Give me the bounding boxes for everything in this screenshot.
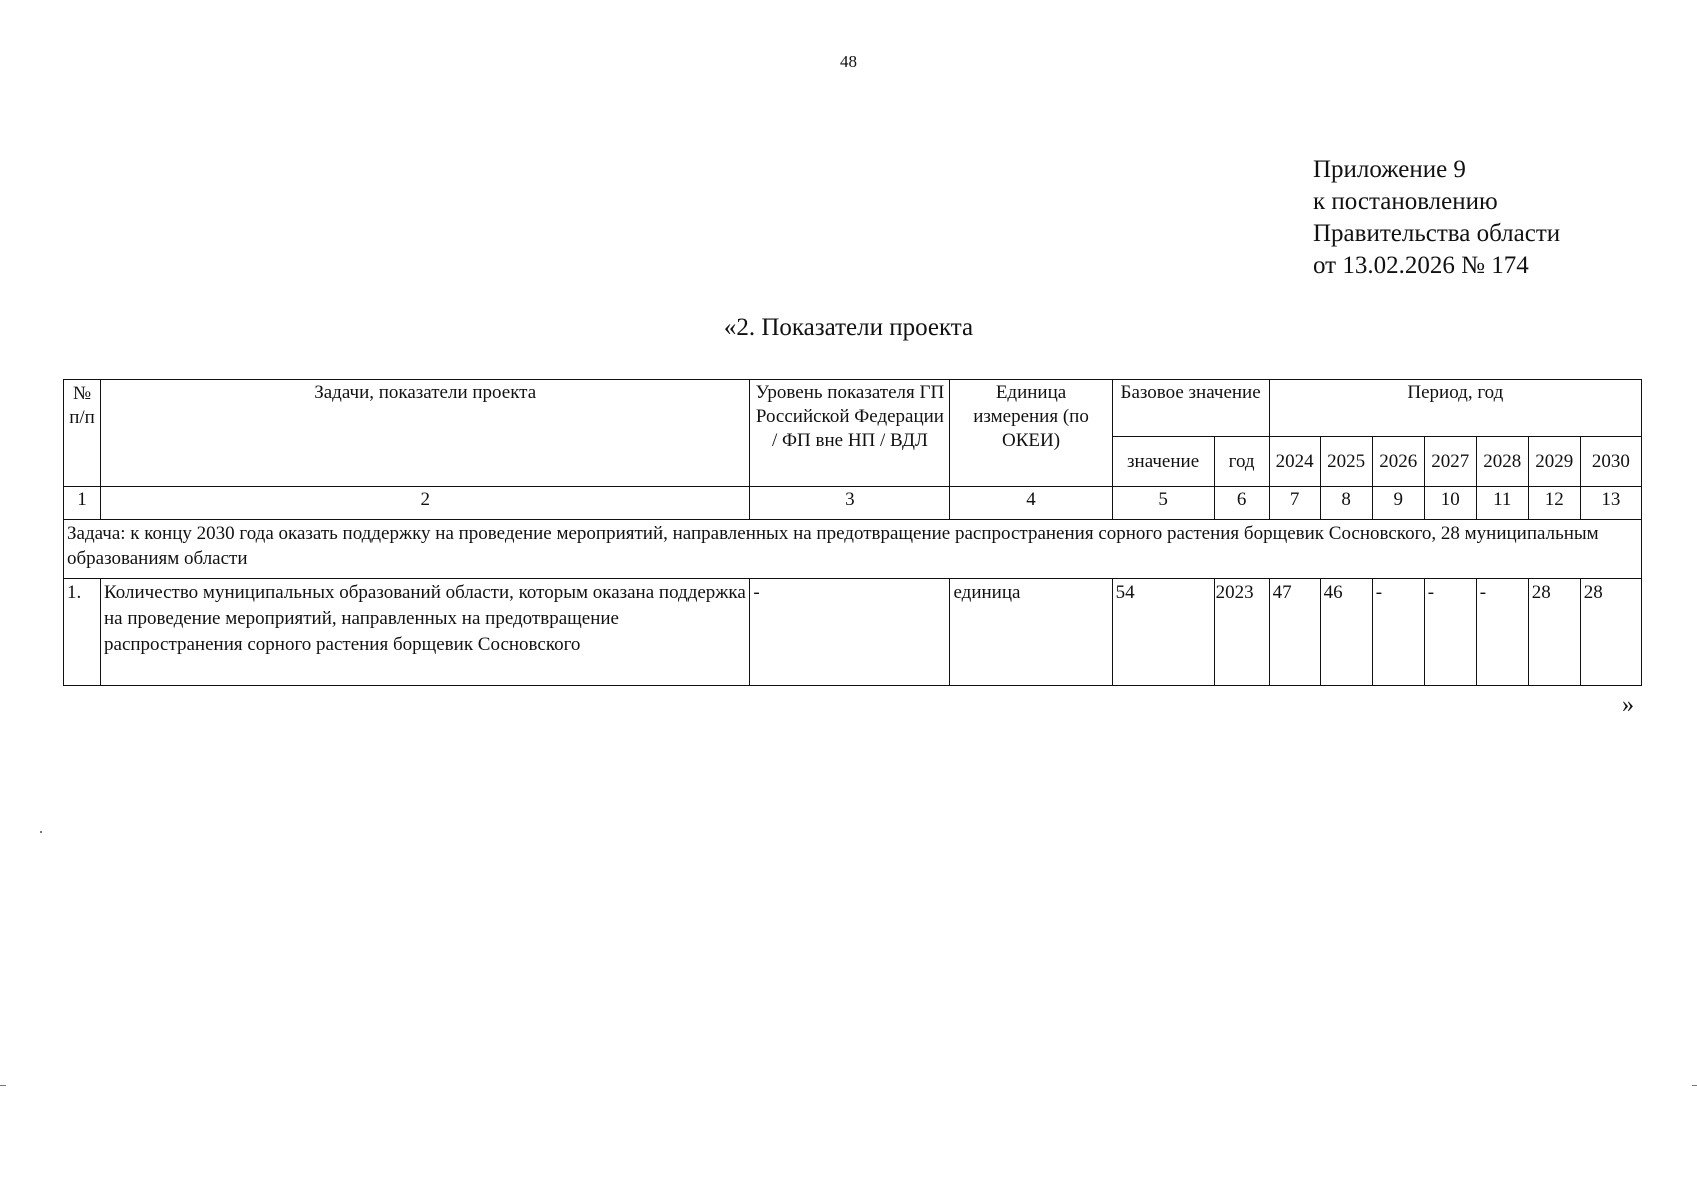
column-number: 10 <box>1424 487 1476 520</box>
appendix-reference <box>1313 154 1560 282</box>
row-value-2027: - <box>1424 579 1476 686</box>
header-year-2024: 2024 <box>1269 437 1320 487</box>
column-number: 12 <box>1528 487 1580 520</box>
header-level: Уровень показателя ГП Российской Федерации / ФП вне НП / ВДЛ <box>750 380 950 487</box>
appendix-line-1: Приложение 9 <box>1313 156 1466 183</box>
row-value-2025: 46 <box>1320 579 1372 686</box>
row-unit: единица <box>950 579 1112 686</box>
column-number: 2 <box>101 487 750 520</box>
table-row <box>64 579 1642 686</box>
column-number: 4 <box>950 487 1112 520</box>
header-tasks: Задачи, показатели проекта <box>101 380 750 487</box>
column-number: 9 <box>1372 487 1424 520</box>
row-base-value: 54 <box>1112 579 1214 686</box>
header-base-year: год <box>1214 437 1269 487</box>
header-year-2025: 2025 <box>1320 437 1372 487</box>
row-number: 1. <box>64 579 101 686</box>
row-value-2024: 47 <box>1269 579 1320 686</box>
header-unit: Единица измерения (по ОКЕИ) <box>950 380 1112 487</box>
header-period: Период, год <box>1269 380 1641 437</box>
column-number: 11 <box>1476 487 1528 520</box>
scan-speck <box>40 831 42 833</box>
row-level: - <box>750 579 950 686</box>
header-num: № п/п <box>64 380 101 487</box>
closing-quote: » <box>1622 692 1634 718</box>
section-title-text: «2. Показатели проекта <box>723 314 974 341</box>
row-value-2028: - <box>1476 579 1528 686</box>
column-number: 1 <box>64 487 101 520</box>
header-year-2029: 2029 <box>1528 437 1580 487</box>
header-year-2030: 2030 <box>1580 437 1641 487</box>
header-year-2026: 2026 <box>1372 437 1424 487</box>
task-description: Задача: к концу 2030 года оказать поддержку на проведение мероприятий, направленных на предотвращение распространения сорного растения борщевик Сосновского, 28 муниципальным образованиям области <box>64 520 1642 579</box>
column-number: 3 <box>750 487 950 520</box>
column-number: 8 <box>1320 487 1372 520</box>
header-base-value: значение <box>1112 437 1214 487</box>
header-year-2027: 2027 <box>1424 437 1476 487</box>
page-number: 48 <box>840 52 857 71</box>
appendix-line-3: Правительства области <box>1313 220 1561 247</box>
column-number: 5 <box>1112 487 1214 520</box>
header-year-2028: 2028 <box>1476 437 1528 487</box>
appendix-line-2: к постановлению <box>1313 188 1498 215</box>
header-base: Базовое значение <box>1112 380 1269 437</box>
scan-speck <box>1692 1085 1697 1086</box>
column-number: 13 <box>1580 487 1641 520</box>
row-value-2026: - <box>1372 579 1424 686</box>
section-title <box>0 314 1697 342</box>
row-indicator: Количество муниципальных образований области, которым оказана поддержка на проведение мероприятий, направленных на предотвращение распространения сорного растения борщевик Сосновского <box>101 579 750 686</box>
scan-speck <box>0 1085 6 1086</box>
row-value-2029: 28 <box>1528 579 1580 686</box>
row-value-2030: 28 <box>1580 579 1641 686</box>
appendix-line-4: от 13.02.2026 № 174 <box>1313 252 1529 279</box>
row-base-year: 2023 <box>1214 579 1269 686</box>
column-number: 7 <box>1269 487 1320 520</box>
column-number: 6 <box>1214 487 1269 520</box>
indicators-table <box>63 379 1642 686</box>
